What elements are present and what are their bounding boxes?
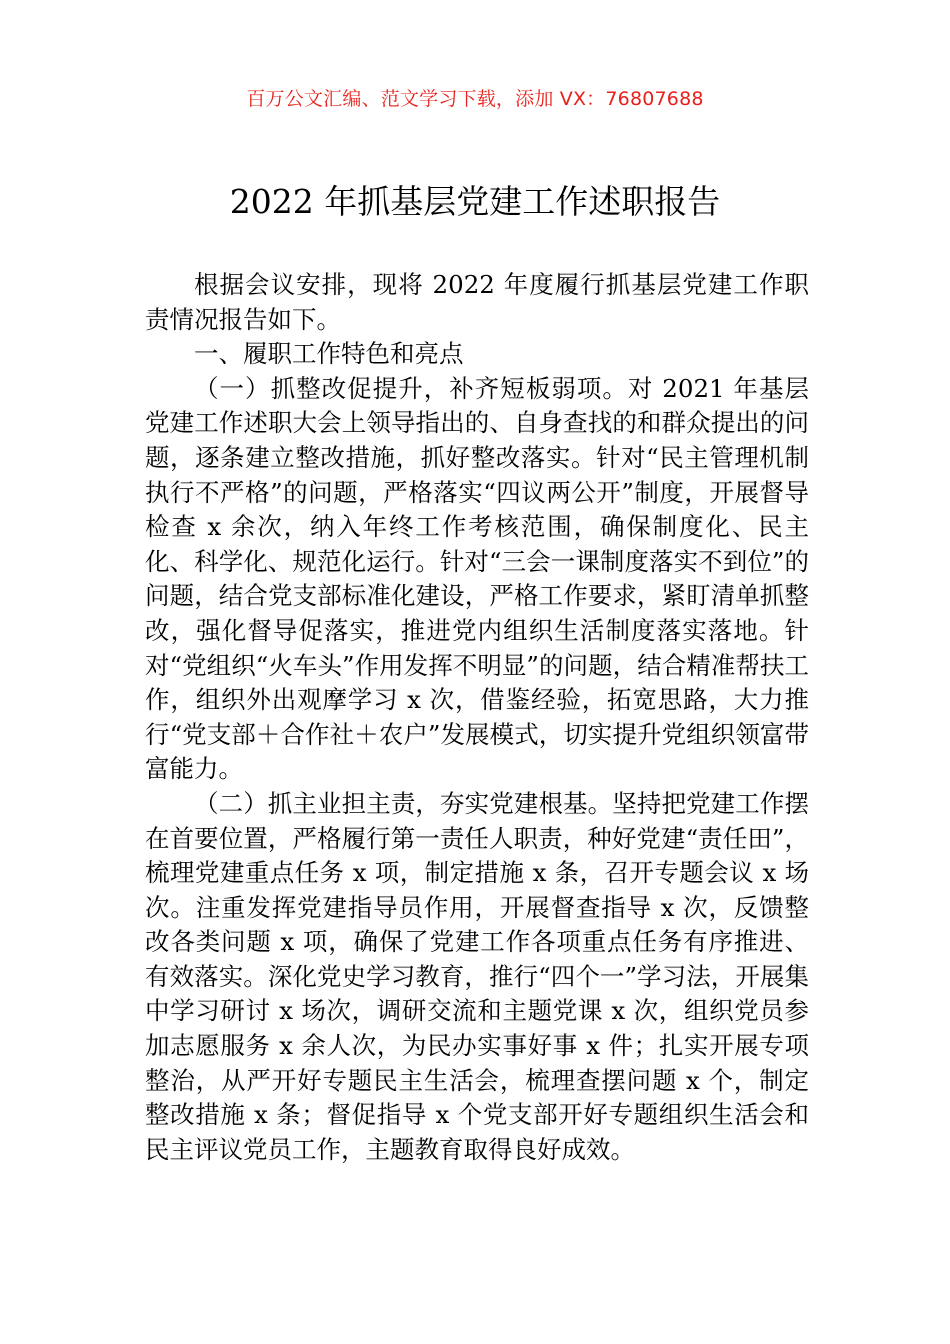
intro-paragraph: 根据会议安排，现将 2022 年度履行抓基层党建工作职责情况报告如下。 <box>145 270 809 334</box>
subsection-paragraph-1: （一）抓整改促提升，补齐短板弱项。对 2021 年基层党建工作述职大会上领导指出的、自身查找的和群众提出的问题，逐条建立整改措施，抓好整改落实。针对“民主管理机制执行不严格”的问题，严格落实“四议两公开”制度，开展督导检查 x 余次，纳入年终工作考核范围，确保制度化、民主化、科学化、规范化运行。针对“三会一课制度落实不到位”的问题，结合党支部标准化建设，严格工作要求，紧盯清单抓整改，强化督导促落实，推进党内组织生活制度落实落地。针对“党组织“火车头”作用发挥不明显”的问题，结合精准帮扶工作，组织外出观摩学习 x 次，借鉴经验，拓宽思路，大力推行“党支部＋合作社＋农户”发展模式，切实提升党组织领富带富能力。 <box>145 373 809 784</box>
section-heading: 一、履职工作特色和亮点 <box>194 339 464 369</box>
document-title: 2022 年抓基层党建工作述职报告 <box>229 182 721 221</box>
subsection-paragraph-2: （二）抓主业担主责，夯实党建根基。坚持把党建工作摆在首要位置，严格履行第一责任人职责，种好党建“责任田”，梳理党建重点任务 x 项，制定措施 x 条，召开专题会议 x 场次。注重发挥党建指导员作用，开展督查指导 x 次，反馈整改各类问题 x 项，确保了党建工作各项重点任务有序推进、有效落实。深化党史学习教育，推行“四个一”学习法，开展集中学习研讨 x 场次，调研交流和主题党课 x 次，组织党员参加志愿服务 x 余人次，为民办实事好事 x 件；扎实开展专项整治，从严开好专题民主生活会，梳理查摆问题 x 个，制定整改措施 x 条；督促指导 x 个党支部开好专题组织生活会和民主评议党员工作，主题教育取得良好成效。 <box>145 788 809 1164</box>
promo-header-note: 百万公文汇编、范文学习下载，添加 VX：76807688 <box>246 88 704 110</box>
document-body <box>145 268 809 1167</box>
